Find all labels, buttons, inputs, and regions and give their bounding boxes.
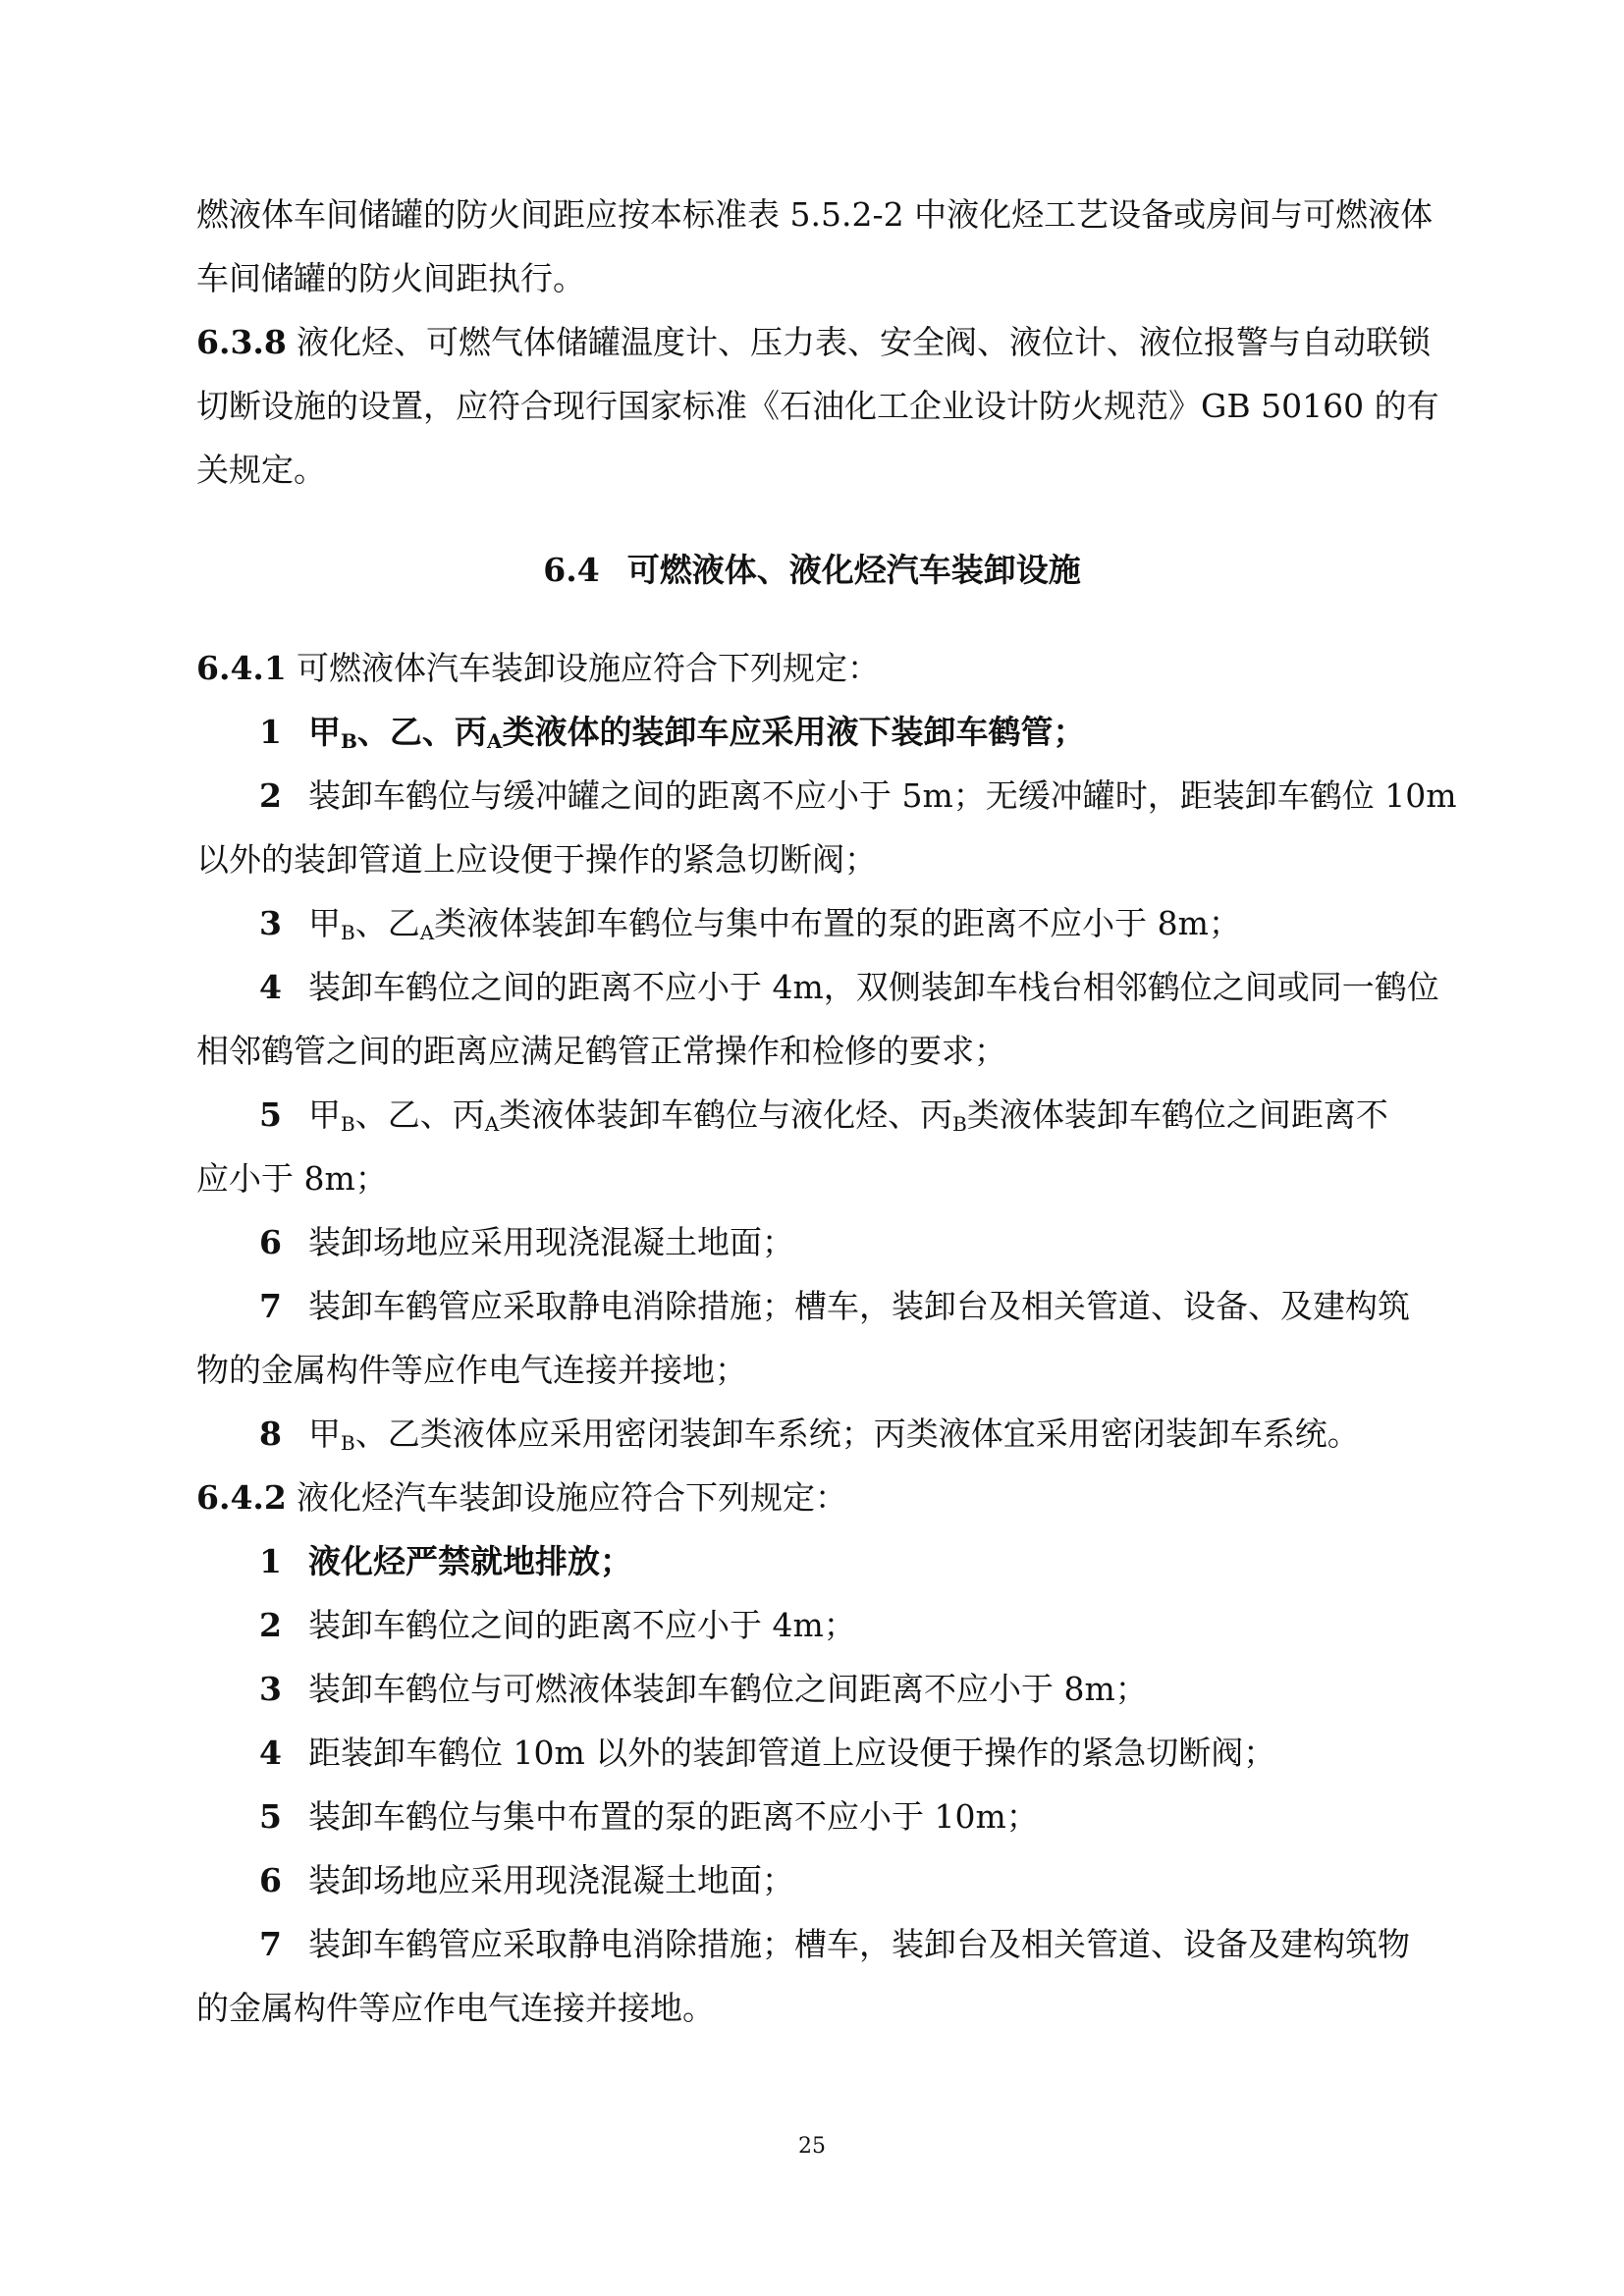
- list-item: 2 装卸车鹤位之间的距离不应小于 4m；: [259, 1606, 856, 1644]
- list-item: 3 甲$_B$、乙$_A$类液体装卸车鹤位与集中布置的泵的距离不应小于 8m；: [259, 904, 1241, 944]
- section-number: 6.4: [543, 551, 600, 589]
- clause-number: 6.3.8: [196, 323, 287, 361]
- clause-6-4-2: 6.4.2 液化烃汽车装卸设施应符合下列规定：: [196, 1476, 1443, 1520]
- list-item: 6 装卸场地应采用现浇混凝土地面；: [259, 1861, 794, 1899]
- list-item: 7 装卸车鹤管应采取静电消除措施；槽车，装卸台及相关管道、设备、及建构筑: [259, 1287, 1410, 1325]
- page-number: 25: [798, 2134, 826, 2159]
- list-item: 1 甲$_B$、乙、丙$_A$类液体的装卸车应采用液下装卸车鹤管；: [259, 713, 1086, 753]
- section-heading: [0, 549, 1624, 592]
- clause-6-3-8: 6.3.8 液化烃、可燃气体储罐温度计、压力表、安全阀、液位计、液位报警与自动联锁: [196, 321, 1443, 364]
- paragraph-line: 切断设施的设置，应符合现行国家标准《石油化工企业设计防火规范》GB 50160 的有: [196, 387, 1439, 425]
- paragraph-line: 相邻鹤管之间的距离应满足鹤管正常操作和检修的要求；: [196, 1032, 1006, 1070]
- list-item: 3 装卸车鹤位与可燃液体装卸车鹤位之间距离不应小于 8m；: [259, 1670, 1148, 1708]
- clause-6-4-1: 6.4.1 可燃液体汽车装卸设施应符合下列规定：: [196, 647, 1443, 690]
- clause-number: 6.4.1: [196, 649, 287, 687]
- paragraph-line: 的金属构件等应作电气连接并接地。: [196, 1989, 715, 2027]
- paragraph-line: 以外的装卸管道上应设便于操作的紧急切断阀；: [196, 840, 877, 879]
- section-title: 可燃液体、液化烃汽车装卸设施: [626, 551, 1081, 589]
- list-item: 4 装卸车鹤位之间的距离不应小于 4m，双侧装卸车栈台相邻鹤位之间或同一鹤位: [259, 968, 1439, 1006]
- clause-number: 6.4.2: [196, 1478, 287, 1517]
- list-item: 5 甲$_B$、乙、丙$_A$类液体装卸车鹤位与液化烃、丙$_B$类液体装卸车鹤位之间距离不: [259, 1095, 1388, 1136]
- list-item: 8 甲$_B$、乙类液体应采用密闭装卸车系统；丙类液体宜采用密闭装卸车系统。: [259, 1415, 1360, 1455]
- paragraph-line: 物的金属构件等应作电气连接并接地；: [196, 1351, 747, 1389]
- paragraph-line: 应小于 8m；: [196, 1159, 388, 1198]
- list-item: 2 装卸车鹤位与缓冲罐之间的距离不应小于 5m；无缓冲罐时，距装卸车鹤位 10m: [259, 776, 1457, 815]
- paragraph-line: 燃液体车间储罐的防火间距应按本标准表 5.5.2-2 中液化烃工艺设备或房间与可燃液体: [196, 195, 1434, 234]
- list-item: 7 装卸车鹤管应采取静电消除措施；槽车，装卸台及相关管道、设备及建构筑物: [259, 1925, 1410, 1963]
- list-item: 1 液化烃严禁就地排放；: [259, 1542, 632, 1580]
- paragraph-line: 关规定。: [196, 451, 326, 489]
- paragraph-line: 车间储罐的防火间距执行。: [196, 259, 585, 297]
- list-item: 4 距装卸车鹤位 10m 以外的装卸管道上应设便于操作的紧急切断阀；: [259, 1734, 1276, 1772]
- list-item: 5 装卸车鹤位与集中布置的泵的距离不应小于 10m；: [259, 1797, 1039, 1836]
- list-item: 6 装卸场地应采用现浇混凝土地面；: [259, 1223, 794, 1261]
